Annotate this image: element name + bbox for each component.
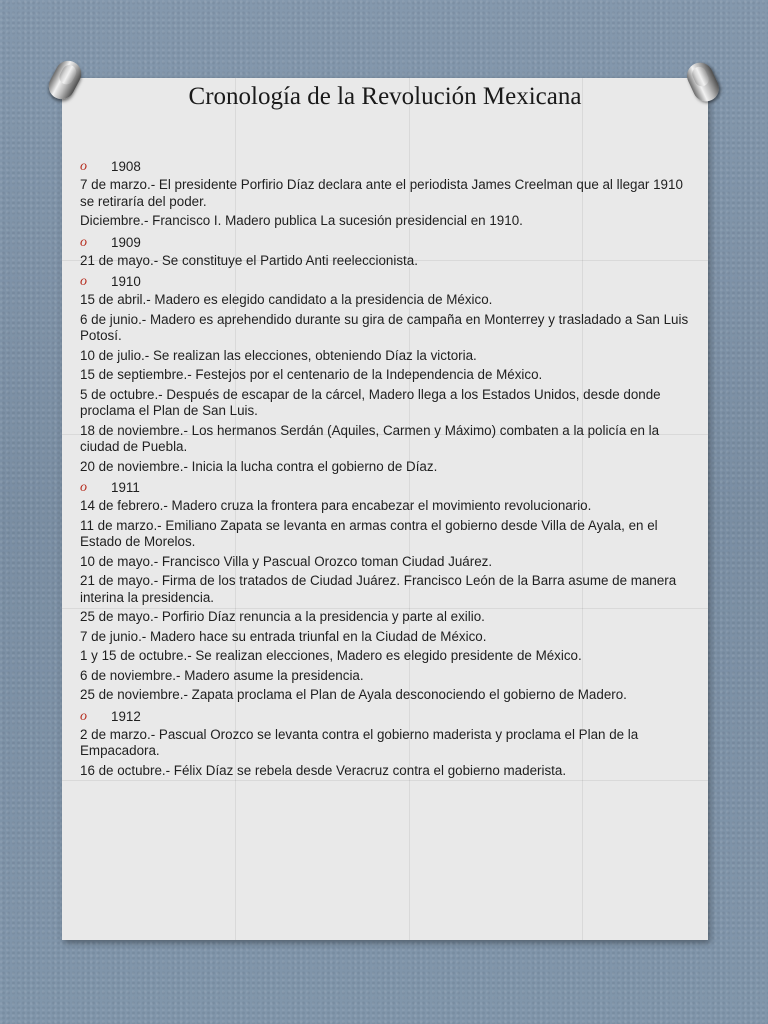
year-label: 1912	[111, 708, 141, 724]
year-label: 1910	[111, 274, 141, 289]
year-label: 1908	[111, 159, 141, 174]
year-label: 1911	[111, 480, 140, 495]
bullet-icon: o	[80, 159, 87, 174]
timeline-entry: 21 de mayo.- Se constituye el Partido Anti reeleccionista.	[80, 252, 418, 268]
timeline-entry: 5 de octubre.- Después de escapar de la cárcel, Madero llega a los Estados Unidos, desde donde proclama el Plan de San Luis.	[80, 386, 661, 418]
bullet-icon: o	[80, 708, 87, 724]
timeline-entry: 6 de noviembre.- Madero asume la presidencia.	[80, 667, 364, 683]
year-heading	[80, 272, 690, 292]
timeline-entry: 20 de noviembre.- Inicia la lucha contra el gobierno de Díaz.	[80, 458, 438, 474]
bullet-icon: o	[80, 480, 87, 495]
bullet-icon: o	[80, 274, 87, 289]
timeline-entry: 11 de marzo.- Emiliano Zapata se levanta en armas contra el gobierno desde Villa de Ayala, en el Estado de Morelos.	[80, 517, 658, 549]
year-heading	[80, 233, 690, 253]
timeline-entry: Diciembre.- Francisco I. Madero publica La sucesión presidencial en 1910.	[80, 213, 523, 228]
year-heading	[80, 707, 690, 727]
timeline-entry: 14 de febrero.- Madero cruza la frontera para encabezar el movimiento revolucionario.	[80, 498, 592, 513]
timeline-entry: 1 y 15 de octubre.- Se realizan elecciones, Madero es elegido presidente de México.	[80, 648, 582, 663]
timeline-entry: 10 de julio.- Se realizan las elecciones, obteniendo Díaz la victoria.	[80, 347, 477, 363]
timeline-entry: 15 de septiembre.- Festejos por el centenario de la Independencia de México.	[80, 367, 543, 382]
timeline-entry: 16 de octubre.- Félix Díaz se rebela desde Veracruz contra el gobierno maderista.	[80, 762, 567, 778]
timeline-entry: 7 de junio.- Madero hace su entrada triunfal en la Ciudad de México.	[80, 628, 487, 644]
timeline-entry: 25 de noviembre.- Zapata proclama el Plan de Ayala desconociendo el gobierno de Madero.	[80, 687, 627, 702]
timeline-entry: 15 de abril.- Madero es elegido candidato a la presidencia de México.	[80, 292, 493, 307]
timeline-entry: 18 de noviembre.- Los hermanos Serdán (Aquiles, Carmen y Máximo) combaten a la policía en la ciudad de Puebla.	[80, 422, 660, 454]
year-heading	[80, 478, 690, 498]
year-label: 1909	[111, 234, 141, 250]
timeline-entry: 10 de mayo.- Francisco Villa y Pascual Orozco toman Ciudad Juárez.	[80, 553, 493, 569]
timeline-list	[80, 157, 690, 782]
timeline-entry: 7 de marzo.- El presidente Porfirio Díaz declara ante el periodista James Creelman que al llegar 1910 se retiraría del poder.	[80, 177, 683, 209]
year-heading	[80, 157, 690, 177]
bullet-icon: o	[80, 234, 87, 250]
timeline-entry: 6 de junio.- Madero es aprehendido durante su gira de campaña en Monterrey y trasladado a San Luis Potosí.	[80, 311, 689, 343]
page-title: Cronología de la Revolución Mexicana	[188, 83, 582, 110]
timeline-entry: 21 de mayo.- Firma de los tratados de Ciudad Juárez. Francisco León de la Barra asume de manera interina la presidencia.	[80, 573, 677, 605]
timeline-entry: 25 de mayo.- Porfirio Díaz renuncia a la presidencia y parte al exilio.	[80, 609, 485, 624]
timeline-entry: 2 de marzo.- Pascual Orozco se levanta contra el gobierno maderista y proclama el Plan de la Empacadora.	[80, 726, 639, 758]
